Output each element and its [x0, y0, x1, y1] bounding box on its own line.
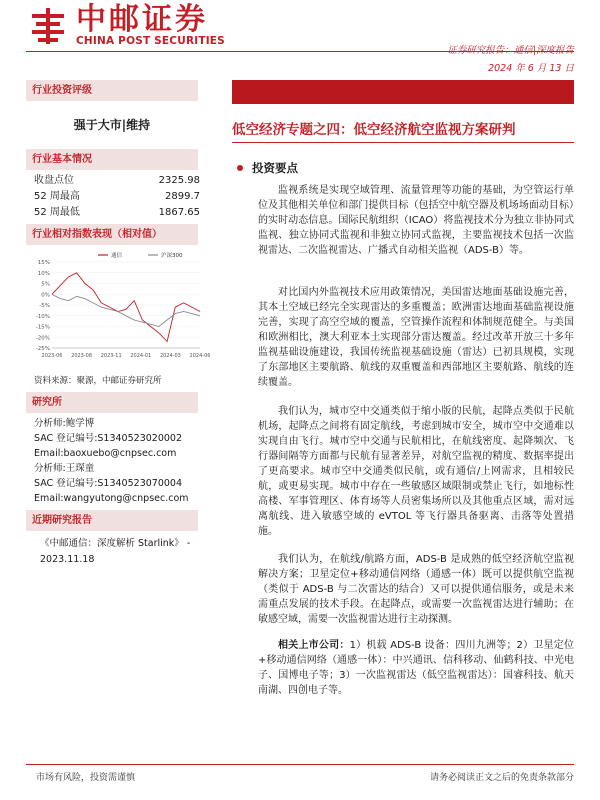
- rating-value: 强于大市|维持: [73, 118, 151, 132]
- related-label: 相关上市公司：: [278, 640, 350, 651]
- paragraph-3: 我们认为，城市空中交通类似于缩小版的民航，起降点类似于民航机场，起降点之间将有固定航线，考虑到城市安全，城市空中交通难以实现自由飞行。城市空中交通与民航相比，在航线密度、起降频次、飞行器间隔等方面都与民航有显著差异，对航空监视的精度、数据率提出了更高要求。城市空中交通类似民航，或有通信/上网需求，且相较民航，或更易实现。城市中存在一些敏感区域限制或禁止飞行，如地标性高楼、军事管理区、体育场等人员密集场所以及其他重点区域，需对远离航线、进入敏感空域的 eVTOL 等飞行器具备驱离、击落等处置措施。: [258, 406, 574, 537]
- summary-heading: 投资要点: [252, 161, 298, 175]
- x-tick-label: 2023-08: [71, 353, 93, 359]
- series-line-0: [52, 273, 200, 342]
- paragraph-2: 对比国内外监视技术应用政策情况，美国雷达地面基础设施完善，其本土空域已经完全实现雷达的多重覆盖；欧洲雷达地面基础监视设施完善，实现了高空空域的覆盖，空管操作流程和体制规范健全。与美国和欧洲相比，澳大利亚本土实现部分雷达覆盖。经过改革开放三十多年监视基础设施建设，我国传统监视基础设施（雷达）已初具规模，实现了东部地区主要航路、航线的双重覆盖和西部地区主要航路、航线的连续覆盖。: [258, 287, 574, 388]
- y-tick-label: 5%: [41, 281, 50, 288]
- title-banner: [232, 80, 574, 104]
- legend-label: 沪深300: [161, 253, 183, 259]
- footer-notice: 请务必阅读正文之后的免责条款部分: [429, 773, 574, 783]
- x-tick-label: 2023-06: [41, 353, 63, 359]
- chart-source: 资料来源：聚源，中邮证券研究所: [34, 376, 162, 386]
- china-post-logo-icon: [28, 6, 68, 46]
- rating-header: 行业投资评级: [26, 80, 198, 101]
- related-companies: [258, 638, 574, 698]
- basics-label: 收盘点位: [34, 175, 74, 186]
- analyst-sac: SAC 登记编号:S1340523020002: [34, 433, 182, 444]
- x-tick-label: 2024-03: [159, 353, 181, 359]
- paragraph-1: 监视系统是实现空域管理、流量管理等功能的基础，为空管运行单位及其他相关单位和部门提供目标（包括空中航空器及机场场面动目标）的实时动态信息。国际民航组织（ICAO）将监视技术分为独立非协同式监视、独立协同式监视和非独立协同式监视，主要监视技术包括一次监视雷达、二次监视雷达、广播式自动相关监视（ADS-B）等。: [258, 185, 574, 256]
- footer-disclaimer: 市场有风险，投资需谨慎: [36, 773, 136, 783]
- header-divider: [26, 51, 574, 52]
- basics-value: 1867.65: [158, 207, 200, 218]
- related-text: 1）机载 ADS-B 设备：四川九洲等；2）卫星定位+移动通信网络（通感一体）：中兴通讯、信科移动、仙鹤科技、中光电子、国博电子等；3）一次监视雷达（低空监视雷达）：国睿科技、航天南湖、四创电子等。: [258, 640, 574, 696]
- recent-header: 近期研究报告: [26, 510, 198, 531]
- basics-value: 2325.98: [158, 175, 200, 186]
- x-tick-label: 2024-06: [189, 353, 211, 359]
- recent-report-date: 2023.11.18: [40, 554, 95, 565]
- series-line-1: [52, 294, 200, 326]
- relative-index-chart: [28, 248, 211, 368]
- x-tick-label: 2024-01: [130, 353, 152, 359]
- brand-name-en: CHINA POST SECURITIES: [76, 35, 225, 47]
- basics-label: 52 周最低: [34, 207, 80, 218]
- recent-report[interactable]: 《中邮通信：深度解析 Starlink》 -: [40, 538, 191, 549]
- y-tick-label: 10%: [37, 270, 50, 277]
- analyst-header: 研究所: [26, 392, 198, 413]
- chart-header: 行业相对指数表现（相对值）: [26, 224, 198, 245]
- y-tick-label: -15%: [35, 324, 50, 331]
- analyst-sac: SAC 登记编号:S1340523070004: [34, 478, 182, 489]
- brand-name-cn: 中邮证券: [76, 2, 208, 37]
- x-tick-label: 2023-11: [100, 353, 122, 359]
- basics-value: 2899.7: [165, 191, 200, 202]
- title-divider: [232, 142, 574, 143]
- y-tick-label: 0%: [41, 292, 50, 299]
- report-date: 2024 年 6 月 13 日: [488, 63, 574, 74]
- analyst-name: 分析师:王琛童: [34, 463, 95, 474]
- analyst-email[interactable]: Email:wangyutong@cnpsec.com: [34, 493, 189, 504]
- analyst-email[interactable]: Email:baoxuebo@cnpsec.com: [34, 448, 177, 459]
- footer-divider: [26, 764, 574, 765]
- report-type: [447, 42, 574, 56]
- analyst-name: 分析师:鲍学博: [34, 418, 95, 429]
- y-tick-label: -25%: [35, 346, 50, 352]
- basics-row-low: [34, 204, 200, 222]
- bullet-dot-icon: [237, 165, 243, 171]
- y-tick-label: -10%: [35, 313, 50, 320]
- basics-header: 行业基本情况: [26, 149, 198, 170]
- paragraph-4: 我们认为，在航线/航路方面，ADS-B 是成熟的低空经济航空监视解决方案；卫星定位+移动通信网络（通感一体）既可以提供航空监视（类似于 ADS-B 与二次雷达的结合）又可以提供通信服务，或是未来需重点发展的技术手段。在起降点，或需要一次监视雷达进行辅助；在敏感空域，需要一次监视雷达进行主动探测。: [258, 554, 574, 625]
- y-tick-label: 15%: [37, 260, 50, 266]
- basics-label: 52 周最高: [34, 191, 80, 202]
- y-tick-label: -5%: [39, 303, 50, 309]
- legend-label: 通信: [111, 253, 123, 259]
- page-title: 低空经济专题之四：低空经济航空监视方案研判: [232, 122, 516, 138]
- y-tick-label: -20%: [35, 335, 50, 342]
